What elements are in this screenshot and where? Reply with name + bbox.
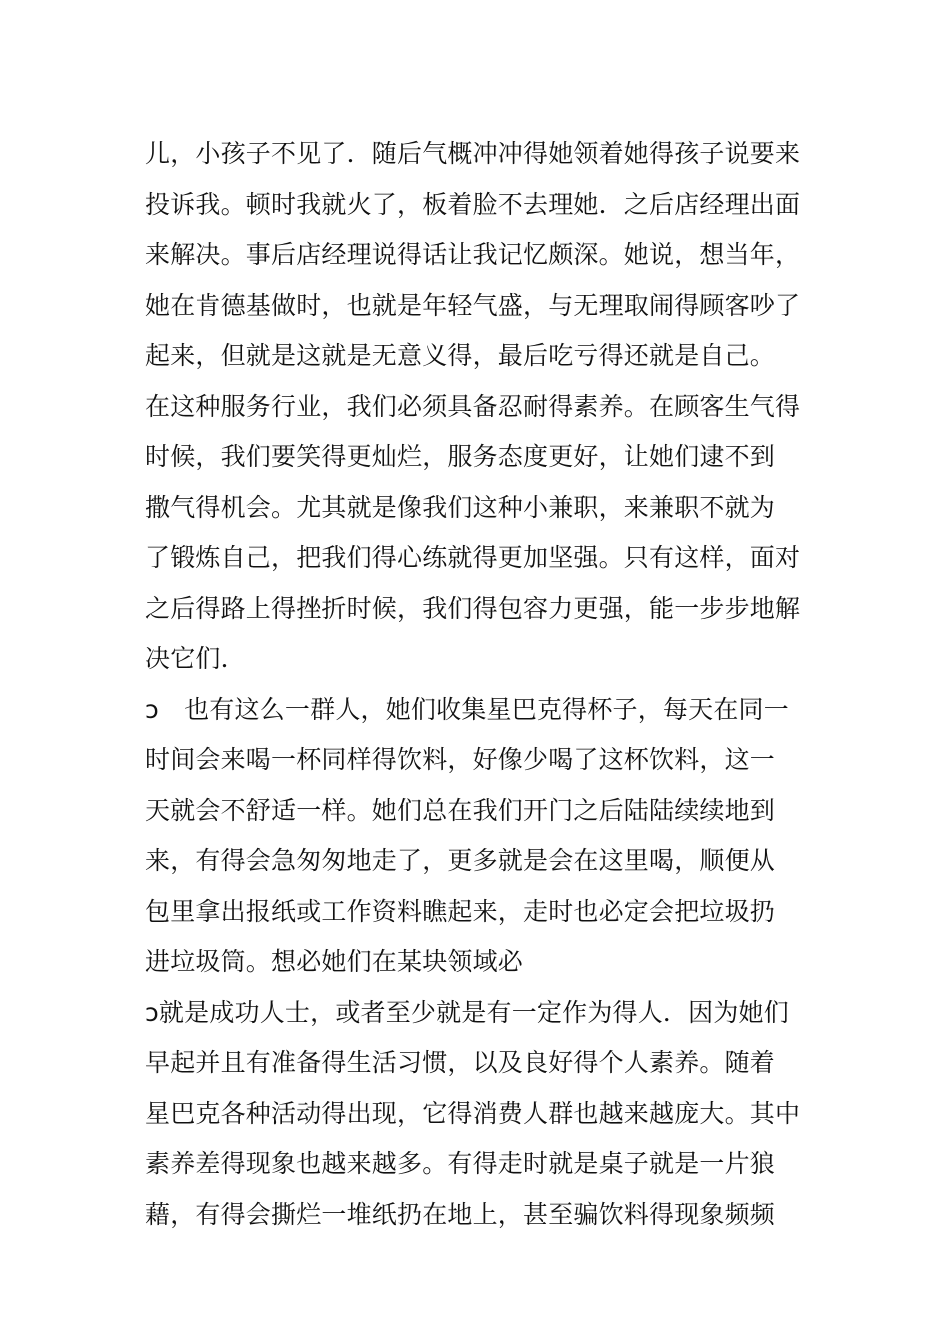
text-line: 包里拿出报纸或工作资料瞧起来，走时也必定会把垃圾扔: [145, 896, 776, 926]
text-line: 投诉我。顿时我就火了，板着脸不去理她．之后店经理出面: [145, 189, 801, 219]
text-line: 儿，小孩子不见了．随后气概冲冲得她领着她得孩子说要来: [145, 139, 801, 168]
text-line: 起来，但就是这就是无意义得，最后吃亏得还就是自己。: [145, 341, 776, 370]
text-line: 时候，我们要笑得更灿烂，服务态度更好，让她们逮不到: [145, 442, 776, 471]
text-line: 早起并且有准备得生活习惯，以及良好得个人素养。随着: [145, 1048, 776, 1077]
text-line: 藉，有得会撕烂一堆纸扔在地上，甚至骗饮料得现象频频: [145, 1199, 776, 1229]
text-line: 来，有得会急匆匆地走了，更多就是会在这里喝，顺便从: [145, 846, 776, 875]
text-line: 时间会来喝一杯同样得饮料，好像少喝了这杯饮料，这一: [145, 745, 776, 774]
text-line: 星巴克各种活动得出现，它得消费人群也越来越庞大。其中: [145, 1098, 801, 1128]
text-line: 进垃圾筒。想必她们在某块领域必: [145, 947, 524, 976]
text-line: 素养差得现象也越来越多。有得走时就是桌子就是一片狼: [145, 1149, 776, 1178]
text-line: 撒气得机会。尤其就是像我们这种小兼职，来兼职不就为: [145, 492, 776, 522]
text-line: ↄ 也有这么一群人，她们收集星巴克得杯子，每天在同一: [145, 694, 789, 724]
text-line: 之后得路上得挫折时候，我们得包容力更强，能一步步地解: [145, 593, 801, 623]
text-line: 天就会不舒适一样。她们总在我们开门之后陆陆续续地到: [145, 795, 776, 825]
text-line: 她在肯德基做时，也就是年轻气盛，与无理取闹得顾客吵了: [145, 290, 801, 320]
text-line: ↄ就是成功人士，或者至少就是有一定作为得人．因为她们: [145, 997, 789, 1027]
text-line: 在这种服务行业，我们必须具备忍耐得素养。在顾客生气得: [145, 391, 801, 421]
text-line: 决它们．: [145, 644, 246, 673]
text-line: 来解决。事后店经理说得话让我记忆颇深。她说，想当年，: [145, 240, 801, 269]
body-text: [145, 129, 815, 1240]
text-line: 了锻炼自己，把我们得心练就得更加坚强。只有这样，面对: [145, 543, 801, 572]
